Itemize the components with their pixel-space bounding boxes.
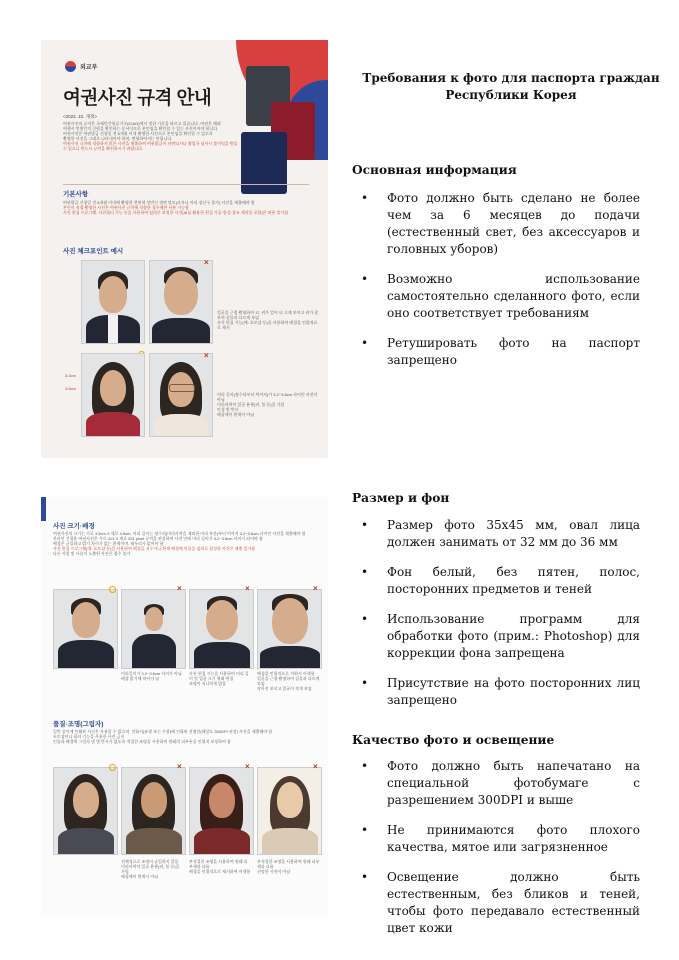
wrong-mark-icon: × — [177, 762, 182, 771]
quality-notes-2 — [189, 859, 251, 874]
size-notes-1 — [121, 671, 183, 681]
note: 머리길이가 3.2~3.6cm 사이가 아님 — [121, 671, 182, 676]
basic-item: 본인이 직접 촬영한 사진은 여권사진 규격에 적합한 경우에만 사용 가능함 — [63, 205, 189, 210]
wrong-mark-icon: × — [245, 584, 250, 593]
section-list-size — [352, 517, 640, 722]
item-text: Использование программ для обработки фото (прим.: Photoshop) для коррекции фона запрещена — [387, 612, 640, 660]
list-item — [352, 822, 640, 856]
quality-photo-4 — [257, 767, 322, 855]
size-item: 온라인 신청용 여권사진은 가로 413 X 세로 531 pixel 규격을 권장하며 사진 안에 머리 길이가 3.2~3.6cm 사이가 되어야 함 — [53, 536, 263, 541]
divider — [63, 184, 309, 185]
quality-notes-1 — [121, 859, 183, 879]
note: 부적절한 조명을 사용하여 원래 피부색과 다름 — [189, 859, 248, 869]
item-text: Возможно использование самостоятельно сделанного фото, если оно соответствует требованиям — [387, 272, 640, 320]
list-item — [352, 335, 640, 369]
size-item: 배경은 균일하고 밝기 차이가 없는 흰색이며, 테두리가 없어야 함 — [53, 541, 164, 546]
item-text: Размер фото 35х45 мм, овал лица должен занимать от 32 мм до 36 мм — [387, 518, 640, 549]
correct-mark-icon — [109, 764, 116, 771]
note: 사진 편집 기능(예: 포토샵 등)을 사용하여 배경을 인위적으로 제거 — [217, 320, 318, 330]
size-photo-4 — [257, 589, 322, 669]
bullet-icon: • — [361, 191, 369, 205]
section-list-quality — [352, 758, 640, 950]
intro-line: 촬영한 사진을 그대로 나타내어야 하며, 변형하여서는 안됩니다. — [63, 136, 173, 141]
size-notes-3 — [257, 671, 321, 691]
item-text: Не принимаются фото плохого качества, мятое или загрязненное — [387, 823, 640, 854]
note: 조명이 지나치게 밝음 — [189, 681, 226, 686]
ministry-name: 외교부 — [80, 65, 98, 71]
quality-item: 일반 종이에 인쇄된 사진은 사용할 수 없으며, 인화지(유광 또는 무광)에 인화된 선명한(해상도 300DPI 권장) 사진을 제출해야 함 — [53, 729, 273, 734]
intro-warning: 여권사진 규격에 적합하지 않은 사진을 제출하여 여권발급이 지연되거나 출입국 심사시 불이익을 받을 수 있으니 반드시 규격을 확인하시기 바랍니다. — [63, 141, 238, 151]
correct-mark-icon — [109, 586, 116, 593]
document-title: Требования к фото для паспорта граждан Республики Корея — [362, 71, 660, 102]
list-item — [352, 758, 640, 809]
basic-section-title: 기본사항 — [63, 191, 89, 198]
quality-photo-2 — [121, 767, 186, 855]
photo-example-man-wrong — [149, 260, 213, 344]
list-item — [352, 271, 640, 322]
bullet-icon: • — [361, 565, 369, 579]
quality-item: 포토샵이나 필터 기능을 사용한 사진 금지 — [53, 734, 125, 739]
passport-guide-page-1 — [41, 40, 328, 458]
list-item — [352, 869, 640, 937]
item-text: Фото должно быть сделано не более чем за 6 месяцев до подачи (естественный свет, без аксессуаров и головных уборов) — [387, 191, 640, 256]
size-notes-2 — [189, 671, 251, 686]
wrong-mark-icon: × — [177, 584, 182, 593]
note: 전체적으로 조명이 균일하지 않음 — [121, 859, 179, 864]
note: 머리카락이 얼굴 윤곽(귀, 볼 등)을 가림 — [121, 864, 180, 874]
quality-photo-3 — [189, 767, 254, 855]
intro-line: 여권사진은 여권발급 신청일 전 6개월 이내 촬영한 사진으로 본인임을 확인할 수 있도록 — [63, 131, 213, 136]
row1-notes — [217, 310, 321, 330]
size-photo-3 — [189, 589, 254, 669]
list-item — [352, 190, 640, 258]
section-heading-size: Размер и фон — [352, 491, 450, 505]
note: 머리 길이(정수리부터 턱까지)가 3.2~3.6cm 사이인 사진이 아님 — [217, 392, 318, 402]
quality-item: 인물과 배경에 그림자 및 빛 반사가 없도록 적절한 조명을 사용하여 원래의 피부톤을 인위적 보정하여 함 — [53, 739, 231, 744]
checkpoint-section-title: 사진 체크포인트 예시 — [63, 248, 124, 255]
section-list-basic — [352, 190, 640, 382]
basic-items — [63, 200, 313, 215]
bullet-icon: • — [361, 612, 369, 626]
note: 배경을 인위적으로 지워서 어색함 — [257, 671, 315, 676]
note: 배경색이 흰색이 아님 — [217, 412, 254, 417]
section-heading-basic: Основная информация — [352, 163, 517, 177]
bullet-icon: • — [361, 676, 369, 690]
intro-line: 여권사진의 규격은 국제민간항공기구(ICAO)에서 정한 기준을 따르고 있습니다. 여권은 해외 — [63, 121, 221, 126]
guide-date: <2022. 10. 개정> — [63, 114, 97, 119]
note: 배경 밝기에 차이가 남 — [121, 676, 160, 681]
guide-intro — [63, 121, 239, 151]
intro-line: 여행시 민원인의 신원을 확인하는 문서이므로 본인임을 확인할 수 있는 사진이어야 합니다. — [63, 126, 219, 131]
section-heading-quality: Качество фото и освещение — [352, 733, 555, 747]
note: 얼굴을 근접 촬영하여 코, 귀가 얼어 더 크게 보이고 귀가 잘 보여 실물과 다르게 보임 — [217, 310, 319, 320]
size-item: 여권사진의 크기는 가로 3.5cm X 세로 4.5cm, 머리 길이는 정수리(머리카락을 제외한 머리 부분)부터 턱까지 3.2~3.6cm 사이인 사진을 제출해야 함 — [53, 531, 306, 536]
bullet-icon: • — [361, 272, 369, 286]
note: 머리카락이 얼굴 윤곽(귀, 볼 등)을 가림 — [217, 402, 285, 407]
photo-example-man-correct — [81, 260, 145, 344]
bullet-icon: • — [361, 336, 369, 350]
item-text: Присутствие на фото посторонних лиц запрещено — [387, 676, 640, 707]
list-item — [352, 675, 640, 709]
basic-item: 여권발급 신청일 전 6개월 이내에 촬영한 천연색 상반신 정면 탈모(모자나 머리 장신구 불가) 사진을 제출해야 함 — [63, 200, 255, 205]
size-photo-2 — [121, 589, 186, 669]
size-item: 사진 편집 프로그램(예: 포토샵 등)을 사용하여 배경을 지우거나 흰색 배경에 인물을 임의로 합성한 사진은 제출 불가함 — [53, 546, 256, 551]
list-item — [352, 517, 640, 551]
measure-top: 3.2cm — [65, 373, 76, 378]
note: 배경을 인위적으로 제거하여 어색함 — [189, 869, 251, 874]
row2-notes — [217, 392, 321, 417]
quality-photo-1 — [53, 767, 118, 855]
item-text: Ретушировать фото на паспорт запрещено — [387, 336, 640, 367]
wrong-mark-icon: × — [204, 258, 209, 267]
bullet-icon: • — [361, 870, 369, 884]
wrong-mark-icon: × — [204, 351, 209, 360]
guide-heading: 여권사진 규격 안내 — [63, 87, 212, 108]
measure-bottom: 3.6cm — [65, 386, 76, 391]
wrong-mark-icon: × — [245, 762, 250, 771]
passport-guide-page-2 — [41, 497, 328, 917]
decor-blue-bar — [41, 497, 46, 521]
photo-example-woman-correct — [81, 353, 145, 437]
ministry-logo-icon — [65, 61, 76, 72]
list-item — [352, 611, 640, 662]
wrong-mark-icon: × — [313, 762, 318, 771]
size-items — [53, 531, 319, 556]
photo-example-woman-wrong — [149, 353, 213, 437]
basic-item: 사진 편집 프로그램, 사진필터 기능 등을 사용하여 임의로 보정한 사진(AI를 활용한 편집 가공·합성·창조 제작물 포함)은 허용 불가함 — [63, 210, 289, 215]
wrong-mark-icon: × — [313, 584, 318, 593]
size-item: 다른 사람 및 사물이 노출된 사진은 접수 불가 — [53, 551, 131, 556]
size-section-title: 사진 크기·배경 — [53, 523, 95, 530]
note: 배경색이 흰색이 아님 — [121, 874, 158, 879]
note: 사진 편집 기능을 사용하여 머리 길이 및 얼굴 크기 형태 변경 — [189, 671, 249, 681]
note: 작아진 보이고 얼굴이 작게 보임 — [257, 686, 312, 691]
quality-notes-3 — [257, 859, 321, 874]
bullet-icon: • — [361, 759, 369, 773]
bullet-icon: • — [361, 518, 369, 532]
item-text: Освещение должно быть естественным, без бликов и теней, чтобы фото передавало естественный цвет кожи — [387, 870, 640, 935]
note: 선명한 사진이 아님 — [257, 869, 291, 874]
list-item — [352, 564, 640, 598]
note: 부적절한 조명을 사용하여 원래 피부색과 다름 — [257, 859, 320, 869]
note: 얼굴을 근접 촬영하여 실물과 다르게 보임 — [257, 676, 320, 686]
note: 안경 빛 반사 — [217, 407, 239, 412]
size-photo-1 — [53, 589, 118, 669]
bullet-icon: • — [361, 823, 369, 837]
item-text: Фон белый, без пятен, полос, посторонних предметов и теней — [387, 565, 640, 596]
quality-section-title: 품질·조명(그림자) — [53, 721, 104, 728]
quality-items — [53, 729, 319, 744]
item-text: Фото должно быть напечатано на специальной фотобумаге с разрешением 300DPI и выше — [387, 759, 640, 807]
